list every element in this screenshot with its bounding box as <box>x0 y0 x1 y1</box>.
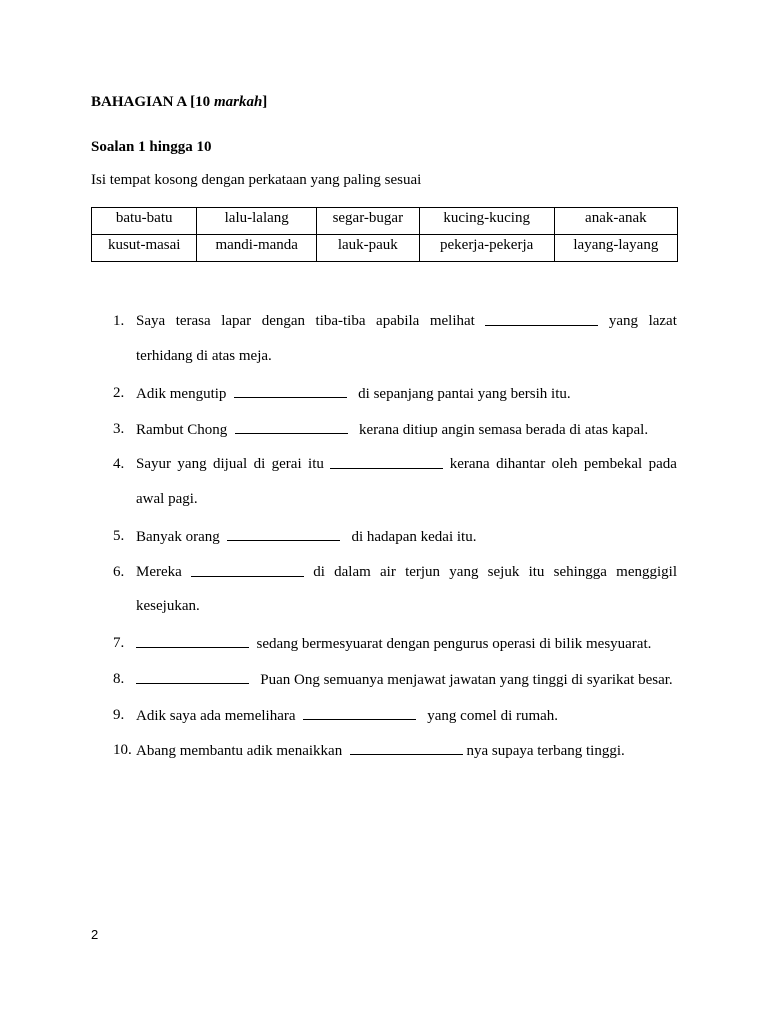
word-bank-table <box>91 207 678 262</box>
word: pada <box>648 456 677 472</box>
answer-blank[interactable] <box>235 420 348 434</box>
question-number: 10. <box>113 742 132 758</box>
word: terasa <box>175 313 211 329</box>
section-subtitle: Soalan 1 hingga 10 <box>91 139 212 155</box>
question-text <box>136 455 677 473</box>
question-text <box>136 634 677 653</box>
question-text-after: yang comel di rumah. <box>427 708 559 724</box>
answer-blank[interactable] <box>303 706 416 720</box>
question-text-before: Rambut Chong <box>136 422 228 438</box>
question-text <box>136 312 677 330</box>
word: itu <box>308 456 324 472</box>
table-row <box>92 235 678 262</box>
word: di <box>313 564 325 580</box>
question-number: 2. <box>113 385 125 401</box>
question-number: 3. <box>113 421 125 437</box>
word: air <box>380 564 396 580</box>
word: Sayur <box>136 456 171 472</box>
question-number: 8. <box>113 671 125 687</box>
word: lapar <box>221 313 252 329</box>
question-text <box>136 741 677 760</box>
question-text <box>136 563 677 581</box>
question-text-after: kerana ditiup angin semasa berada di atas kapal. <box>359 422 649 438</box>
answer-blank[interactable] <box>136 634 249 648</box>
question-text-before: Banyak orang <box>136 529 220 545</box>
word: di <box>253 456 266 472</box>
question-text-after: di sepanjang pantai yang bersih itu. <box>358 386 571 402</box>
table-cell: layang-layang <box>554 235 677 262</box>
table-cell: lauk-pauk <box>317 235 420 262</box>
answer-blank[interactable] <box>330 455 443 469</box>
word: kerana <box>449 456 490 472</box>
question-text-after: nya supaya terbang tinggi. <box>466 743 625 759</box>
question-number: 4. <box>113 456 125 472</box>
question-text-before: Abang membantu adik menaikkan <box>136 743 343 759</box>
answer-blank[interactable] <box>227 527 340 541</box>
question-text <box>136 670 677 689</box>
question-text-after: sedang bermesyuarat dengan pengurus operasi di bilik mesyuarat. <box>256 636 652 652</box>
table-cell: kusut-masai <box>92 235 197 262</box>
question-number: 9. <box>113 707 125 723</box>
answer-blank[interactable] <box>350 741 463 755</box>
table-cell: kucing-kucing <box>419 208 554 235</box>
question-number: 6. <box>113 564 125 580</box>
question-continuation: awal pagi. <box>136 491 198 507</box>
word: yang <box>608 313 639 329</box>
table-cell: mandi-manda <box>197 235 317 262</box>
word: sejuk <box>487 564 520 580</box>
answer-blank[interactable] <box>136 670 249 684</box>
word: sehingga <box>553 564 607 580</box>
question-text <box>136 420 677 439</box>
question-number: 1. <box>113 313 125 329</box>
question-text <box>136 384 677 403</box>
word: dijual <box>212 456 248 472</box>
question-number: 7. <box>113 635 125 651</box>
word: yang <box>449 564 479 580</box>
word: menggigil <box>616 564 677 580</box>
question-text-before: Adik mengutip <box>136 386 227 402</box>
word: lazat <box>648 313 677 329</box>
table-cell: batu-batu <box>92 208 197 235</box>
word: dihantar <box>496 456 546 472</box>
word: oleh <box>551 456 578 472</box>
question-continuation: terhidang di atas meja. <box>136 348 272 364</box>
word: dengan <box>261 313 306 329</box>
table-cell: anak-anak <box>554 208 677 235</box>
word: itu <box>528 564 545 580</box>
word: tiba-tiba <box>315 313 366 329</box>
question-continuation: kesejukan. <box>136 598 200 614</box>
word: dalam <box>334 564 371 580</box>
word: yang <box>177 456 207 472</box>
word: pembekal <box>583 456 643 472</box>
table-row <box>92 208 678 235</box>
answer-blank[interactable] <box>191 563 304 577</box>
question-text-after: Puan Ong semuanya menjawat jawatan yang tinggi di syarikat besar. <box>260 672 673 688</box>
word: apabila <box>376 313 420 329</box>
table-cell: lalu-lalang <box>197 208 317 235</box>
table-cell: segar-bugar <box>317 208 420 235</box>
word: terjun <box>405 564 441 580</box>
question-text <box>136 527 677 546</box>
instruction-text: Isi tempat kosong dengan perkataan yang paling sesuai <box>91 172 422 188</box>
page-number: 2 <box>91 927 99 942</box>
question-number: 5. <box>113 528 125 544</box>
answer-blank[interactable] <box>234 384 347 398</box>
word: gerai <box>271 456 302 472</box>
question-text <box>136 706 677 725</box>
word: Mereka <box>136 564 182 580</box>
question-text-before: Adik saya ada memelihara <box>136 708 296 724</box>
answer-blank[interactable] <box>485 312 598 326</box>
question-text-after: di hadapan kedai itu. <box>351 529 477 545</box>
word: melihat <box>429 313 475 329</box>
word: Saya <box>136 313 166 329</box>
table-cell: pekerja-pekerja <box>419 235 554 262</box>
section-title: BAHAGIAN A [10 markah] <box>91 94 268 110</box>
